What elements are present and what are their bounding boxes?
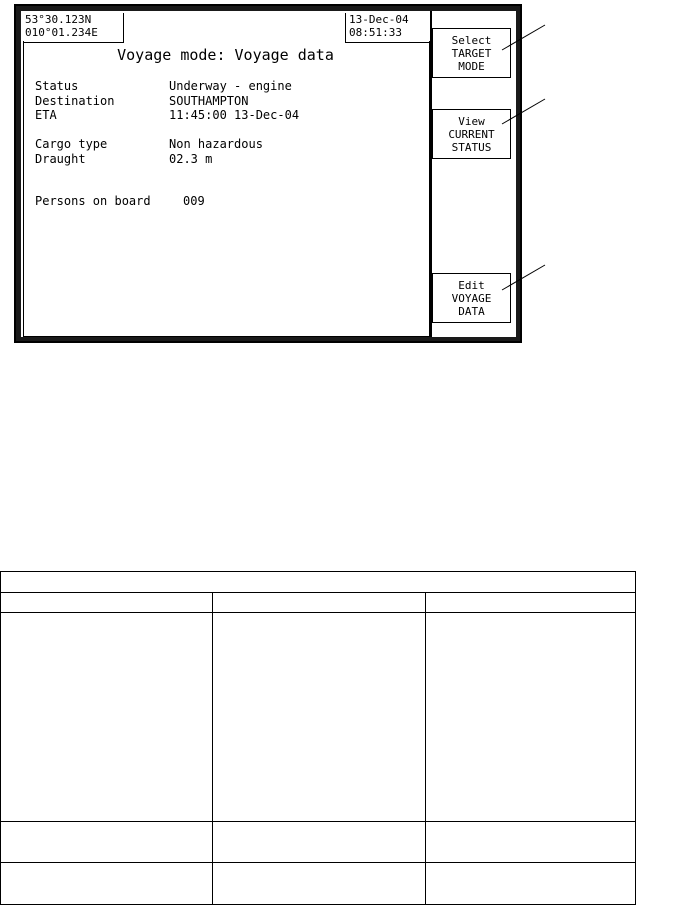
callout-line-select: [502, 25, 545, 50]
empty-table: [0, 571, 636, 905]
field-label-destination: Destination: [35, 94, 115, 108]
table-column-rule: [425, 592, 426, 904]
softkey-label-line: Select: [451, 33, 492, 47]
field-label-status: Status: [35, 79, 79, 93]
softkey-label-line: CURRENT: [448, 127, 495, 141]
field-value-eta: 11:45:00 13-Dec-04: [169, 108, 300, 122]
table-rule: [1, 612, 635, 613]
softkey-label-line: Edit: [458, 278, 485, 292]
table-column-rule: [212, 592, 213, 904]
softkey-label-line: DATA: [458, 304, 485, 318]
table-rule: [1, 862, 635, 863]
page-title: Voyage mode: Voyage data: [117, 46, 334, 64]
softkey-label-line: View: [458, 114, 485, 128]
field-value-status: Underway - engine: [169, 79, 292, 93]
callout-line-view: [502, 99, 545, 124]
field-value-destination: SOUTHAMPTON: [169, 94, 249, 108]
softkey-label-line: TARGET: [451, 46, 492, 60]
latitude: 53°30.123N: [25, 13, 92, 26]
callout-line-edit: [502, 265, 545, 290]
field-label-eta: ETA: [35, 108, 57, 122]
field-label-draught: Draught: [35, 152, 86, 166]
date: 13-Dec-04: [349, 13, 409, 26]
softkey-label-line: VOYAGE: [451, 291, 492, 305]
table-rule: [1, 821, 635, 822]
field-value-persons-on-board: 009: [183, 194, 205, 208]
field-value-draught: 02.3 m: [169, 152, 213, 166]
longitude: 010°01.234E: [25, 26, 98, 39]
table-rule: [1, 592, 635, 593]
field-value-cargo-type: Non hazardous: [169, 137, 263, 151]
field-label-cargo-type: Cargo type: [35, 137, 108, 151]
softkey-label-line: STATUS: [451, 140, 492, 154]
softkey-label-line: MODE: [458, 59, 485, 73]
field-label-persons-on-board: Persons on board: [35, 194, 151, 208]
time: 08:51:33: [349, 26, 402, 39]
